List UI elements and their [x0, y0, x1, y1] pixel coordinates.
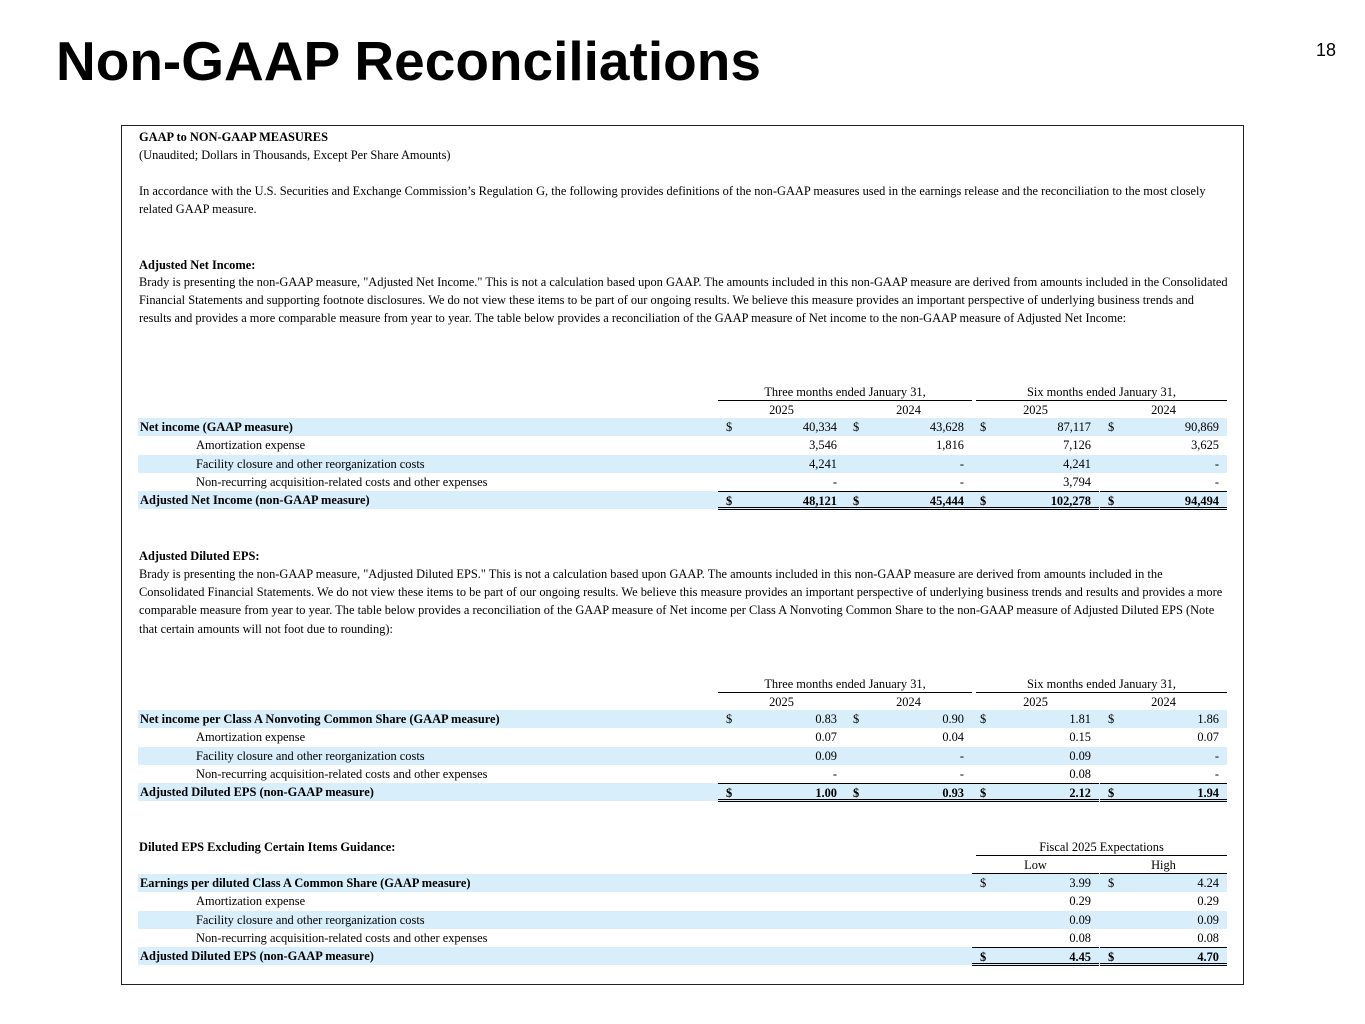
cell-value: - [832, 474, 837, 489]
page-title: Non-GAAP Reconciliations [56, 30, 761, 92]
value-cell [718, 491, 845, 510]
row-label: Non-recurring acquisition-related costs and other expenses [196, 930, 488, 945]
cell-value: 1.86 [1197, 712, 1219, 726]
value-cell [972, 892, 1099, 910]
value-cell [1100, 710, 1227, 728]
currency-symbol: $ [1108, 712, 1115, 726]
currency-symbol: $ [980, 876, 987, 890]
currency-symbol: $ [726, 786, 733, 801]
currency-symbol: $ [853, 494, 860, 509]
cell-value: - [832, 766, 837, 781]
table-row [138, 929, 1227, 947]
value-cell [1100, 783, 1227, 802]
cell-value: 0.08 [1069, 930, 1091, 945]
cell-value: - [1214, 766, 1219, 781]
row-label: Net income (GAAP measure) [140, 420, 293, 434]
currency-symbol: $ [726, 494, 733, 509]
intro-heading: GAAP to NON-GAAP MEASURES [139, 130, 328, 144]
section1-group-header-six-months: Six months ended January 31, [976, 384, 1227, 401]
cell-value: 48,121 [802, 494, 837, 509]
section1-year-header: 2025 [718, 402, 845, 419]
value-cell [1100, 929, 1227, 947]
cell-value: - [959, 766, 964, 781]
currency-symbol: $ [1108, 786, 1115, 801]
value-cell [972, 765, 1099, 783]
value-cell [718, 473, 845, 491]
content-frame [121, 125, 1244, 985]
section1-heading: Adjusted Net Income: [139, 258, 256, 272]
cell-value: - [1214, 474, 1219, 489]
table-row [138, 710, 1227, 728]
cell-value: 0.09 [1197, 912, 1219, 927]
currency-symbol: $ [853, 712, 860, 726]
cell-value: 0.15 [1069, 730, 1091, 745]
cell-value: 4.45 [1069, 950, 1091, 965]
value-cell [845, 765, 972, 783]
value-cell [972, 747, 1099, 765]
intro-subheading: (Unaudited; Dollars in Thousands, Except Per Share Amounts) [139, 148, 451, 162]
cell-value: 7,126 [1063, 438, 1091, 453]
value-cell [845, 436, 972, 454]
section2-group-header-six-months: Six months ended January 31, [976, 676, 1227, 693]
cell-value: 1.00 [815, 786, 837, 801]
section1-group-header-three-months: Three months ended January 31, [718, 384, 972, 401]
cell-value: 4.70 [1197, 950, 1219, 965]
cell-value: 4.24 [1197, 876, 1219, 890]
table-row [138, 892, 1227, 910]
cell-value: 43,628 [929, 420, 964, 434]
table-row [138, 418, 1227, 436]
value-cell [972, 710, 1099, 728]
cell-value: 0.29 [1069, 894, 1091, 909]
value-cell [1100, 436, 1227, 454]
section2-year-header: 2025 [972, 694, 1099, 711]
row-label: Amortization expense [196, 894, 306, 909]
row-label: Facility closure and other reorganization costs [196, 912, 425, 927]
cell-value: 0.04 [942, 730, 964, 745]
value-cell [972, 473, 1099, 491]
intro-paragraph: In accordance with the U.S. Securities and Exchange Commission’s Regulation G, the following provides definitions of the non-GAAP measures used in the earnings release and the reconciliation to the most closely related GAAP measure. [139, 184, 1206, 217]
value-cell [718, 455, 845, 473]
section1-year-header: 2024 [845, 402, 972, 419]
currency-symbol: $ [980, 950, 987, 965]
table-row [138, 455, 1227, 473]
currency-symbol: $ [1108, 876, 1115, 890]
table-row [138, 728, 1227, 746]
value-cell [845, 783, 972, 802]
row-label: Amortization expense [196, 438, 306, 453]
value-cell [845, 455, 972, 473]
cell-value: 1,816 [936, 438, 964, 453]
currency-symbol: $ [726, 712, 733, 726]
value-cell [845, 747, 972, 765]
total-row [138, 783, 1227, 801]
row-label: Adjusted Diluted EPS (non-GAAP measure) [140, 949, 374, 964]
section1-year-header: 2024 [1100, 402, 1227, 419]
cell-value: 3,794 [1063, 474, 1091, 489]
section2-heading: Adjusted Diluted EPS: [139, 549, 260, 563]
cell-value: 0.90 [942, 712, 964, 726]
value-cell [972, 911, 1099, 929]
cell-value: 3.99 [1069, 876, 1091, 890]
value-cell [845, 710, 972, 728]
value-cell [972, 929, 1099, 947]
section1-year-header: 2025 [972, 402, 1099, 419]
cell-value: 40,334 [802, 420, 837, 434]
cell-value: 0.09 [1069, 912, 1091, 927]
value-cell [718, 418, 845, 436]
table-row [138, 765, 1227, 783]
row-label: Adjusted Net Income (non-GAAP measure) [140, 493, 370, 508]
row-label: Facility closure and other reorganization costs [196, 456, 425, 471]
section3-column-header-low: Low [972, 857, 1099, 874]
cell-value: 0.07 [1197, 730, 1219, 745]
currency-symbol: $ [980, 786, 987, 801]
value-cell [718, 436, 845, 454]
value-cell [1100, 892, 1227, 910]
total-row [138, 947, 1227, 965]
section3-column-header-high: High [1100, 857, 1227, 874]
value-cell [972, 455, 1099, 473]
row-label: Facility closure and other reorganization costs [196, 748, 425, 763]
currency-symbol: $ [980, 420, 987, 434]
cell-value: 3,625 [1191, 438, 1219, 453]
table-row [138, 436, 1227, 454]
section3-heading: Diluted EPS Excluding Certain Items Guidance: [139, 840, 396, 854]
currency-symbol: $ [1108, 950, 1115, 965]
row-label: Non-recurring acquisition-related costs and other expenses [196, 474, 488, 489]
value-cell [1100, 491, 1227, 510]
value-cell [718, 765, 845, 783]
cell-value: 0.83 [815, 712, 837, 726]
currency-symbol: $ [853, 786, 860, 801]
row-label: Net income per Class A Nonvoting Common Share (GAAP measure) [140, 712, 500, 726]
value-cell [972, 436, 1099, 454]
section2-paragraph: Brady is presenting the non-GAAP measure, "Adjusted Diluted EPS." This is not a calculation based upon GAAP. The amounts included in this non-GAAP measure are derived from amounts included in the Consolidated Financial Statements. We do not view these items to be part of our ongoing results. We believe this measure provides an important perspective of underlying business trends and results and provides a more comparable measure from year to year. The table below provides a reconciliation of the GAAP measure of Net income per Class A Nonvoting Common Share to the non-GAAP measure of Adjusted Diluted EPS (Note that certain amounts will not foot due to rounding): [139, 567, 1223, 636]
cell-value: - [959, 456, 964, 471]
cell-value: - [1214, 748, 1219, 763]
cell-value: 4,241 [1063, 456, 1091, 471]
section1-paragraph: Brady is presenting the non-GAAP measure, "Adjusted Net Income." This is not a calculation based upon GAAP. The amounts included in this non-GAAP measure are derived from amounts included in the Consolidated Financial Statements and supporting footnote disclosures. We do not view these items to be part of our ongoing results. We believe this measure provides an important perspective of underlying business trends and results and provides a more comparable measure from year to year. The table below provides a reconciliation of the GAAP measure of Net income to the non-GAAP measure of Adjusted Net Income: [139, 275, 1228, 326]
cell-value: 102,278 [1050, 494, 1091, 509]
value-cell [972, 947, 1099, 966]
cell-value: 0.29 [1197, 894, 1219, 909]
value-cell [972, 728, 1099, 746]
value-cell [1100, 747, 1227, 765]
section2-year-header: 2024 [845, 694, 972, 711]
cell-value: 4,241 [809, 456, 837, 471]
value-cell [845, 491, 972, 510]
value-cell [1100, 455, 1227, 473]
value-cell [1100, 728, 1227, 746]
cell-value: 2.12 [1069, 786, 1091, 801]
table-row [138, 874, 1227, 892]
cell-value: 0.07 [815, 730, 837, 745]
value-cell [845, 728, 972, 746]
cell-value: 0.08 [1197, 930, 1219, 945]
value-cell [718, 747, 845, 765]
value-cell [1100, 418, 1227, 436]
cell-value: - [959, 748, 964, 763]
currency-symbol: $ [980, 712, 987, 726]
row-label: Adjusted Diluted EPS (non-GAAP measure) [140, 785, 374, 800]
table-row [138, 747, 1227, 765]
table-row [138, 473, 1227, 491]
value-cell [972, 874, 1099, 892]
total-row [138, 491, 1227, 509]
cell-value: 1.81 [1069, 712, 1091, 726]
table-row [138, 911, 1227, 929]
cell-value: 1.94 [1197, 786, 1219, 801]
value-cell [972, 491, 1099, 510]
cell-value: - [1214, 456, 1219, 471]
value-cell [1100, 947, 1227, 966]
page-number: 18 [1315, 40, 1336, 60]
cell-value: 90,869 [1184, 420, 1219, 434]
value-cell [718, 710, 845, 728]
value-cell [718, 728, 845, 746]
row-label: Non-recurring acquisition-related costs and other expenses [196, 766, 488, 781]
row-label: Earnings per diluted Class A Common Share (GAAP measure) [140, 876, 471, 890]
currency-symbol: $ [980, 494, 987, 509]
value-cell [972, 783, 1099, 802]
section2-group-header-three-months: Three months ended January 31, [718, 676, 972, 693]
cell-value: 0.08 [1069, 766, 1091, 781]
currency-symbol: $ [1108, 420, 1115, 434]
currency-symbol: $ [726, 420, 733, 434]
cell-value: 3,546 [809, 438, 837, 453]
section2-year-header: 2025 [718, 694, 845, 711]
cell-value: 87,117 [1057, 420, 1091, 434]
currency-symbol: $ [1108, 494, 1115, 509]
cell-value: 0.09 [1069, 748, 1091, 763]
cell-value: - [959, 474, 964, 489]
cell-value: 45,444 [929, 494, 964, 509]
row-label: Amortization expense [196, 730, 306, 745]
cell-value: 94,494 [1184, 494, 1219, 509]
value-cell [1100, 473, 1227, 491]
section2-year-header: 2024 [1100, 694, 1227, 711]
cell-value: 0.09 [815, 748, 837, 763]
value-cell [1100, 765, 1227, 783]
value-cell [718, 783, 845, 802]
section3-group-header: Fiscal 2025 Expectations [976, 839, 1227, 856]
value-cell [845, 418, 972, 436]
currency-symbol: $ [853, 420, 860, 434]
value-cell [972, 418, 1099, 436]
value-cell [1100, 874, 1227, 892]
value-cell [1100, 911, 1227, 929]
cell-value: 0.93 [942, 786, 964, 801]
value-cell [845, 473, 972, 491]
